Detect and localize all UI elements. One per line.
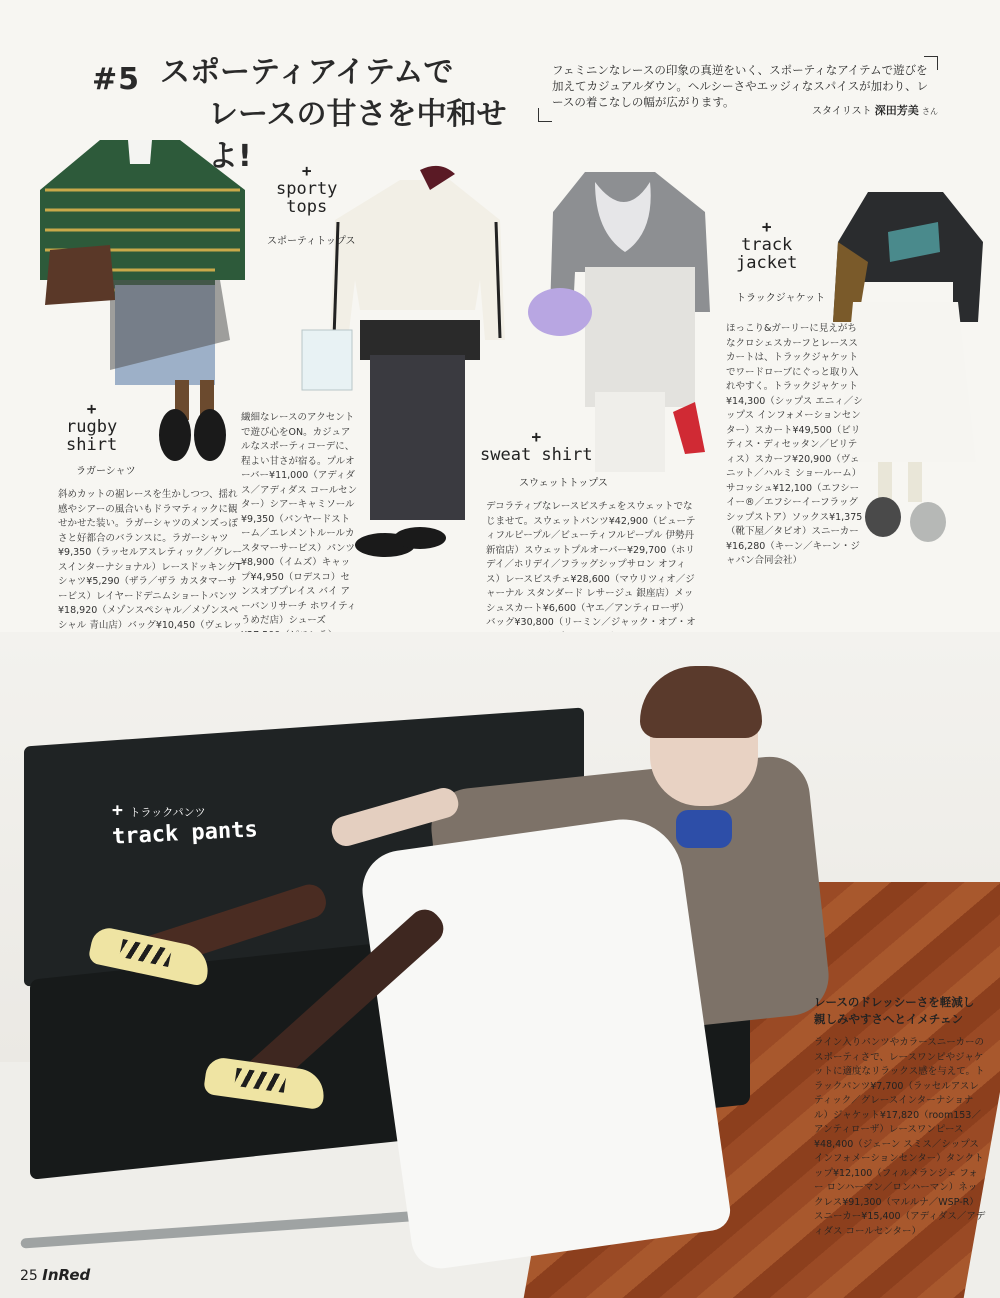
plus-icon: + — [86, 399, 97, 418]
sweat-shirt-tag: + sweat shirt — [480, 427, 593, 465]
rugby-shirt-label: ラガーシャツ — [76, 466, 136, 477]
track-jacket-tag: + track jacket — [736, 217, 798, 273]
photo-headline: レースのドレッシーさを軽減し 親しみやすさへとイメチェン — [814, 995, 975, 1026]
sporty-tops-label: スポーティトップス — [267, 236, 356, 247]
plus-icon: + — [112, 800, 123, 821]
plus-icon: + — [761, 217, 772, 236]
rugby-outfit-image — [30, 130, 250, 470]
stylist-role: スタイリスト — [812, 106, 872, 117]
track-jacket-label: トラックジャケット — [736, 293, 826, 304]
rugby-shirt-tag: + rugby shirt — [66, 399, 118, 455]
rugby-shirt-caption: 斜めカットの裾レースを生かしつつ、揺れ感やシアーの風合いもドラマティックに観せかせた装い。ラガーシャツのメンズっぽさと好都合のバランスに。ラガーシャツ¥9,350（ラッセルアスレティック／グレースインターナショナル）レースドッキングTシャツ¥5,290（ザラ／ザラ カスタマーサービス）レイヤードデニムショートパンツ¥18,920（メゾンスペシャル／メゾンスペシャル 青山店）バッグ¥10,450（ヴェレッ — [58, 489, 243, 631]
lead-text: フェミニンなレースの印象の真逆をいく、スポーティなアイテムで遊びを加えてカジュアルダウン。ヘルシーさやエッジィなスパイスが加わり、レースの着こなしの幅が広がります。 — [552, 63, 929, 109]
headline-line-1: スポーティアイテムで — [160, 55, 454, 90]
track-jacket-caption: ほっこり&ガーリーに見えがちなクロシェスカーフとレーススカートは、トラックジャケットでワードローブにぐっと取り入れやすく。トラックジャケット¥14,300（シップス エニィ／シップス インフォメーションセンター）スカート¥49,500（ビリティス・ディセッタン／ビリティス）スカーフ¥20,900（ヴェニット／ハルミ ショールーム）サコッシュ¥12,100（エフシーイー®／エフシーイーフラッグシップストア）ソックス¥1,375（靴下屋／タビオ）スニーカー¥16,280（キーン／キーン・ジャパン合同会社） — [726, 323, 863, 566]
photo-caption: ライン入りパンツやカラースニーカーのスポーティさで、レースワンピやジャケットに適度なリラックス感を与えて。トラックパンツ¥7,700（ラッセルアスレティック／グレースインターナショナル）ジャケット¥17,820（room153／アンティローザ）レースワンピース¥48,400（ジェーン スミス／シップス インフォメーションセンター）タンクトップ¥12,100（フィルメランジェ フォー ロンハーマン／ロンハーマン）ネックレス¥91,300（マルルナ／WSP-R）スニーカー¥15,400（アディダス／アディダス コールセンター） — [814, 1037, 986, 1237]
plus-icon: + — [301, 161, 312, 180]
page-number: 25 — [20, 1268, 38, 1284]
track-pants-label-jp: トラックパンツ — [129, 806, 206, 819]
stylist-suffix: さん — [921, 107, 938, 116]
sweat-outfit-image — [505, 162, 725, 472]
stylist-credit — [812, 102, 938, 118]
plus-icon: + — [531, 427, 542, 446]
sweat-shirt-caption: デコラティブなレースビスチェをスウェットでなじませて。スウェットパンツ¥42,900（ビューティフルピープル／ビューティフルピープル 伊勢丹新宿店）スウェットプルオーバー¥29,700（ホリデイ／ホリデイ／フラッグシップサロン オフィス）レースビスチェ¥28,600（マウリツィオ／ジャーナル スタンダード レサージュ 銀座店）メッシュスカート¥6,600（ヤエ／アンティローザ）バッグ¥30,800（リーミン／ジャック・オブ・オ — [486, 501, 696, 628]
page-footer — [20, 1266, 90, 1284]
section-number: #5 — [92, 62, 141, 97]
magazine-logo: InRed — [42, 1266, 91, 1284]
track-pants-label-en: track pants — [111, 817, 259, 850]
sporty-tops-tag: + sporty tops — [276, 161, 338, 217]
stylist-name: 深田芳美 — [874, 104, 919, 117]
headline-line-2: レースの甘さを中和せよ! — [208, 97, 507, 174]
track-pants-tag — [111, 800, 259, 850]
sweat-shirt-label: スウェットトップス — [519, 478, 608, 489]
sporty-tops-caption: 繊細なレースのアクセントで遊び心をON。カジュアルなスポーティコーデに、程よい甘さが宿る。プルオーバー¥11,000（アディダス／アディダス コールセンター）シアーキャミソール¥9,350（バンヤードストーム／エレメントルールカスタマーサービス）パンツ¥8,900（イムズ）キャップ¥4,950（ロデスコ）センスオブプレイス バイ アーバンリサーチ ホワイティうめだ店）シューズ — [241, 412, 358, 626]
